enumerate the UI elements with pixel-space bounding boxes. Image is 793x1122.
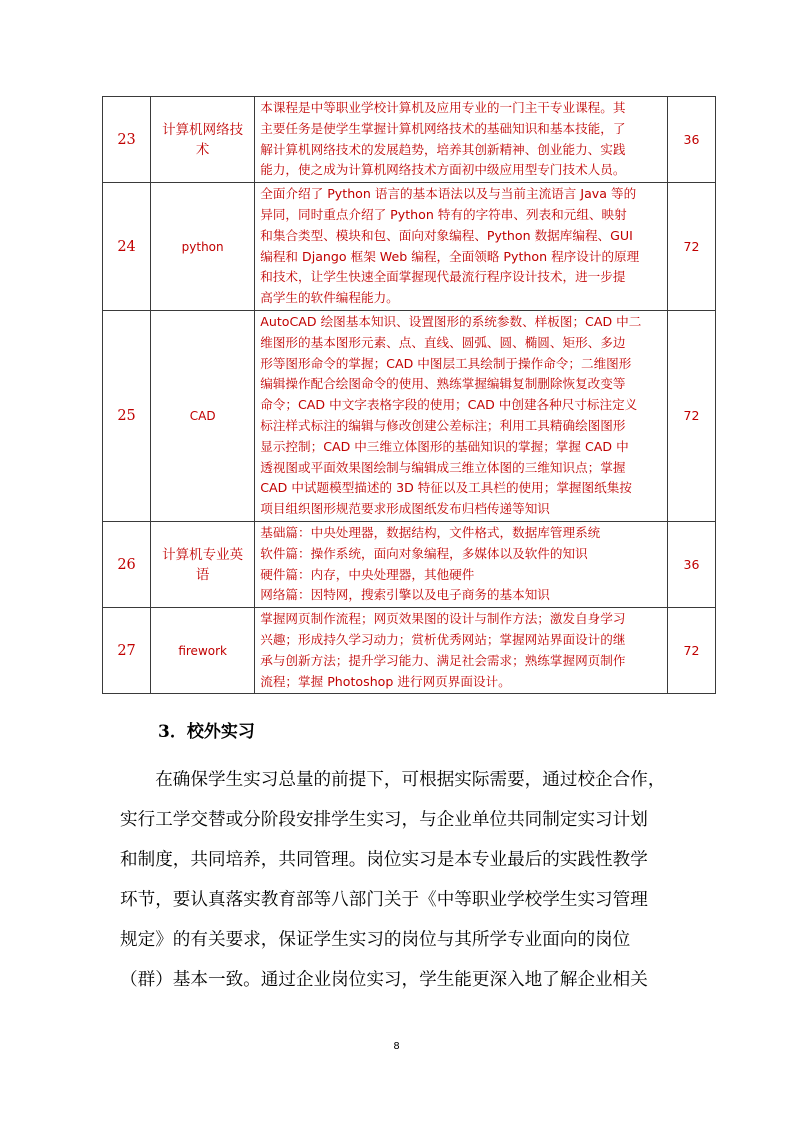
course-hours: 36 — [667, 97, 715, 183]
description-line: 兴趣；形成持久学习动力；赏析优秀网站；掌握网站界面设计的继 — [260, 631, 626, 647]
description-line: 和技术，让学生快速全面掌握现代最流行程序设计技术，进一步提 — [260, 269, 626, 285]
description-line: 主要任务是使学生掌握计算机网络技术的基础知识和基本技能，了 — [260, 120, 626, 136]
body-line: （群）基本一致。通过企业岗位实习，学生能更深入地了解企业相关 — [120, 970, 648, 990]
course-row-23 — [103, 97, 716, 183]
course-number: 26 — [103, 521, 151, 607]
section-heading: 3．校外实习 — [158, 722, 255, 742]
description-line: 解计算机网络技术的发展趋势，培养其创新精神、创业能力、实践 — [260, 141, 626, 157]
description-line: 基础篇：中央处理器，数据结构，文件格式，数据库管理系统 — [260, 524, 601, 540]
description-line: 命令；CAD 中文字表格字段的使用；CAD 中创建各种尺寸标注定义 — [260, 397, 638, 413]
course-hours: 36 — [667, 521, 715, 607]
course-name: firework — [151, 608, 255, 694]
course-name: CAD — [151, 310, 255, 521]
course-name: 计算机专业英语 — [151, 521, 255, 607]
course-description — [255, 608, 668, 694]
course-name: python — [151, 183, 255, 311]
description-line: 标注样式标注的编辑与修改创建公差标注；利用工具精确绘图图形 — [260, 417, 626, 433]
course-hours: 72 — [667, 608, 715, 694]
page-number: 8 — [393, 1041, 400, 1052]
description-line: 形等图形命令的掌握；CAD 中图层工具绘制于操作命令；二维图形 — [260, 355, 632, 371]
description-line: 项目组织图形规范要求形成图纸发布归档传递等知识 — [260, 501, 550, 517]
body-line: 环节，要认真落实教育部等八部门关于《中等职业学校学生实习管理 — [120, 890, 648, 910]
description-line: 硬件篇：内存，中央处理器，其他硬件 — [260, 566, 475, 582]
course-table — [102, 96, 716, 694]
body-line: 在确保学生实习总量的前提下，可根据实际需要，通过校企合作， — [120, 770, 666, 790]
course-description — [255, 97, 668, 183]
description-line: 编辑操作配合绘图命令的使用、熟练掌握编辑复制删除恢复改变等 — [260, 376, 626, 392]
description-line: 本课程是中等职业学校计算机及应用专业的一门主干专业课程。其 — [260, 100, 626, 115]
description-line: 和集合类型、模块和包、面向对象编程、Python 数据库编程、GUI — [260, 227, 633, 243]
course-hours: 72 — [667, 183, 715, 311]
description-line: 网络篇：因特网，搜索引擎以及电子商务的基本知识 — [260, 587, 550, 603]
course-row-25 — [103, 310, 716, 521]
description-line: 掌握网页制作流程；网页效果图的设计与制作方法；激发自身学习 — [260, 611, 626, 627]
description-line: 异同，同时重点介绍了 Python 特有的字符串、列表和元组、映射 — [260, 206, 627, 222]
body-line: 规定》的有关要求，保证学生实习的岗位与其所学专业面向的岗位 — [120, 930, 631, 950]
description-line: 承与创新方法；提升学习能力、满足社会需求；熟练掌握网页制作 — [260, 652, 626, 668]
body-line: 实行工学交替或分阶段安排学生实习，与企业单位共同制定实习计划 — [120, 810, 648, 830]
course-description — [255, 183, 668, 311]
course-number: 23 — [103, 97, 151, 183]
description-line: 维图形的基本图形元素、点、直线、圆弧、圆、椭圆、矩形、多边 — [260, 334, 626, 350]
course-name: 计算机网络技术 — [151, 97, 255, 183]
course-number: 25 — [103, 310, 151, 521]
course-hours: 72 — [667, 310, 715, 521]
description-line: AutoCAD 绘图基本知识、设置图形的系统参数、样板图；CAD 中二 — [260, 313, 642, 329]
course-row-27 — [103, 608, 716, 694]
description-line: 软件篇：操作系统，面向对象编程，多媒体以及软件的知识 — [260, 545, 588, 561]
course-row-24 — [103, 183, 716, 311]
course-number: 24 — [103, 183, 151, 311]
course-description — [255, 310, 668, 521]
body-line: 和制度，共同培养，共同管理。岗位实习是本专业最后的实践性教学 — [120, 850, 648, 870]
description-line: 全面介绍了 Python 语言的基本语法以及与当前主流语言 Java 等的 — [260, 186, 637, 202]
description-line: 能力，使之成为计算机网络技术方面初中级应用型专门技术人员。 — [260, 162, 626, 178]
course-number: 27 — [103, 608, 151, 694]
course-row-26 — [103, 521, 716, 607]
description-line: 透视图或平面效果图绘制与编辑成三维立体图的三维知识点；掌握 — [260, 459, 626, 475]
description-line: 高学生的软件编程能力。 — [260, 290, 399, 306]
section-body — [120, 760, 676, 1000]
description-line: CAD 中试题模型描述的 3D 特征以及工具栏的使用；掌握图纸集按 — [260, 480, 632, 496]
description-line: 流程；掌握 Photoshop 进行网页界面设计。 — [260, 673, 511, 689]
course-description — [255, 521, 668, 607]
description-line: 编程和 Django 框架 Web 编程，全面领略 Python 程序设计的原理 — [260, 248, 640, 264]
description-line: 显示控制；CAD 中三维立体图形的基础知识的掌握；掌握 CAD 中 — [260, 438, 629, 454]
